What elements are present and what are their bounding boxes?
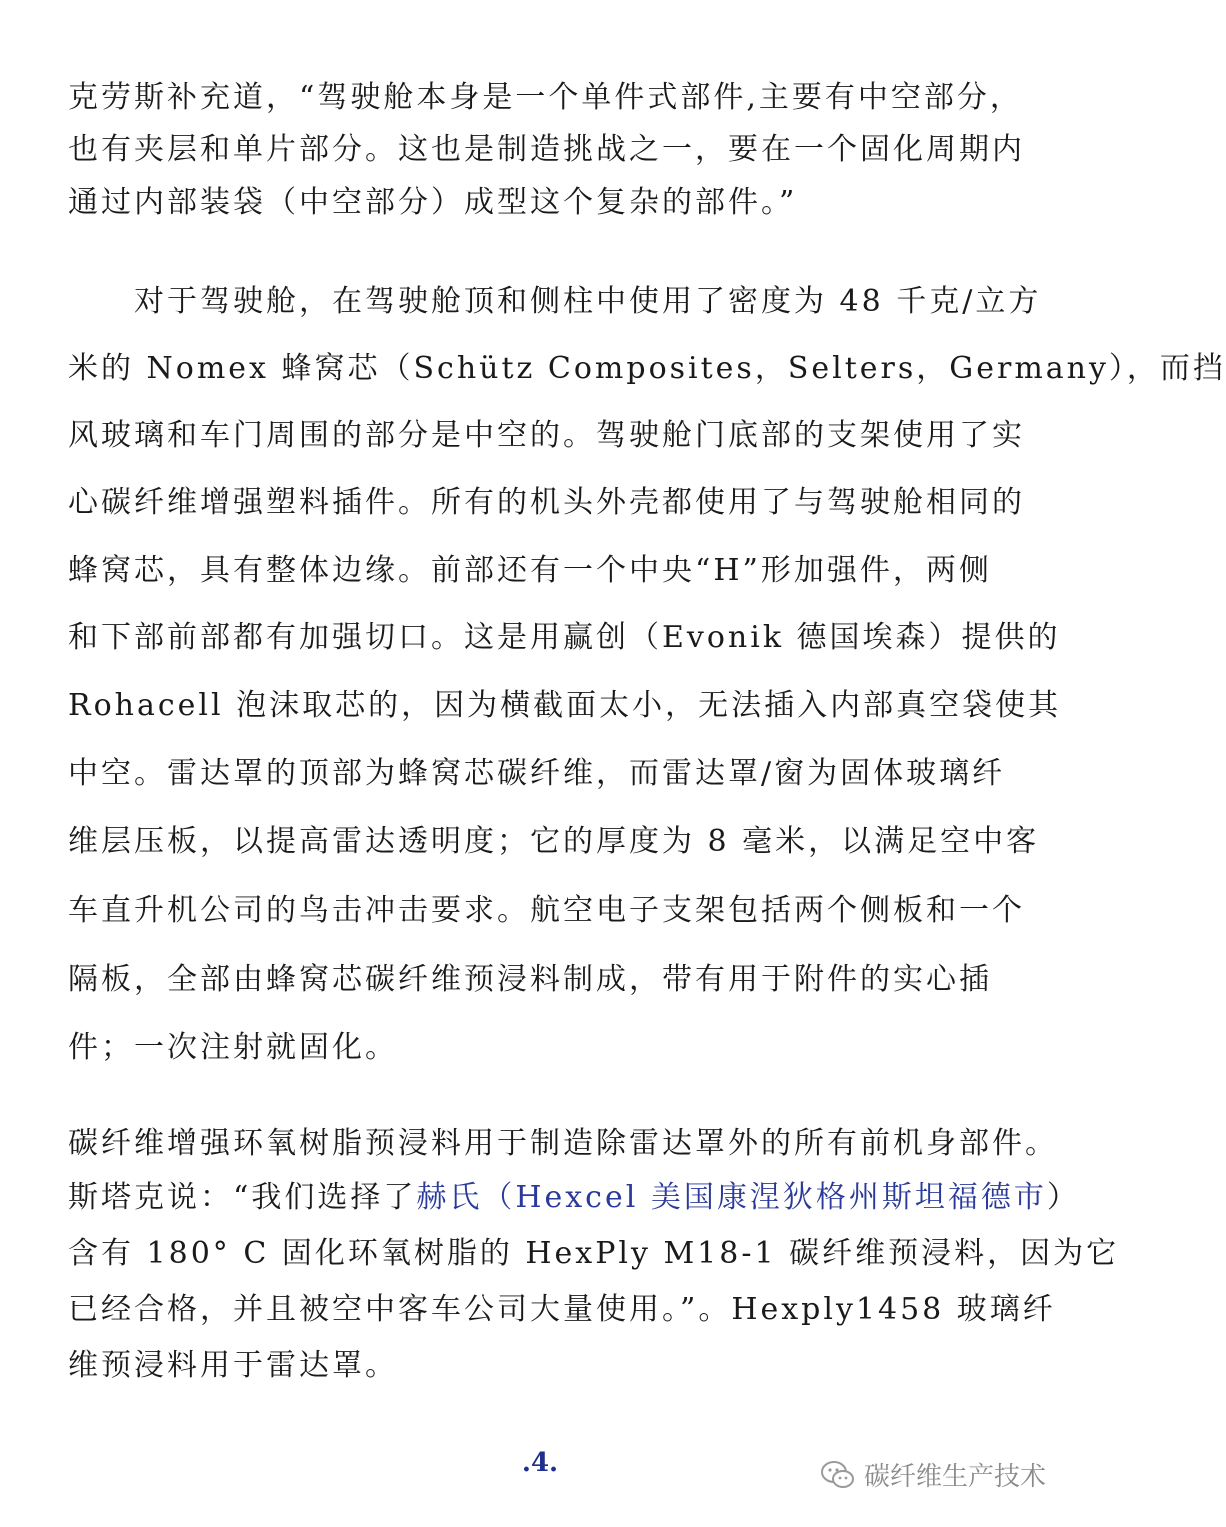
text-line: 蜂窝芯，具有整体边缘。前部还有一个中央“H”形加强件，两侧 <box>68 553 992 588</box>
text-segment: ） <box>1046 1180 1080 1215</box>
text-line: 对于驾驶舱，在驾驶舱顶和侧柱中使用了密度为 48 千克/立方 <box>134 284 1042 319</box>
text-line: 心碳纤维增强塑料插件。所有的机头外壳都使用了与驾驶舱相同的 <box>68 485 1025 520</box>
watermark <box>820 1456 1046 1493</box>
text-line: 件；一次注射就固化。 <box>68 1030 398 1065</box>
text-line: 和下部前部都有加强切口。这是用赢创（Evonik 德国埃森）提供的 <box>68 620 1061 655</box>
text-line: 风玻璃和车门周围的部分是中空的。驾驶舱门底部的支架使用了实 <box>68 418 1025 453</box>
text-line: 碳纤维增强环氧树脂预浸料用于制造除雷达罩外的所有前机身部件。 <box>68 1126 1058 1161</box>
text-line <box>68 1178 1080 1218</box>
text-segment: 斯塔克说：“我们选择了 <box>68 1180 417 1215</box>
text-line: 维预浸料用于雷达罩。 <box>68 1348 398 1383</box>
text-line: 也有夹层和单片部分。这也是制造挑战之一，要在一个固化周期内 <box>68 132 1025 167</box>
text-line: 含有 180° C 固化环氧树脂的 HexPly M18-1 碳纤维预浸料，因为它 <box>68 1236 1120 1271</box>
text-line: 米的 Nomex 蜂窝芯（Schütz Composites，Selters，Germany），而挡 <box>68 351 1226 386</box>
page-number: .4. <box>521 1448 559 1478</box>
text-line: 维层压板，以提高雷达透明度；它的厚度为 8 毫米，以满足空中客 <box>68 824 1040 859</box>
watermark-text: 碳纤维生产技术 <box>863 1462 1046 1492</box>
text-line: 车直升机公司的鸟击冲击要求。航空电子支架包括两个侧板和一个 <box>68 893 1025 928</box>
text-line: 已经合格，并且被空中客车公司大量使用。”。Hexply1458 玻璃纤 <box>68 1292 1056 1327</box>
wechat-icon <box>820 1460 856 1490</box>
text-line: 通过内部装袋（中空部分）成型这个复杂的部件。” <box>68 185 798 220</box>
text-line: 克劳斯补充道，“驾驶舱本身是一个单件式部件,主要有中空部分， <box>68 80 1023 115</box>
text-line: 中空。雷达罩的顶部为蜂窝芯碳纤维，而雷达罩/窗为固体玻璃纤 <box>68 756 1006 791</box>
text-line: Rohacell 泡沫取芯的，因为横截面太小，无法插入内部真空袋使其 <box>68 688 1062 723</box>
text-line: 隔板，全部由蜂窝芯碳纤维预浸料制成，带有用于附件的实心插 <box>68 962 992 997</box>
hexcel-link[interactable]: 赫氏（Hexcel 美国康涅狄格州斯坦福德市 <box>416 1180 1047 1215</box>
